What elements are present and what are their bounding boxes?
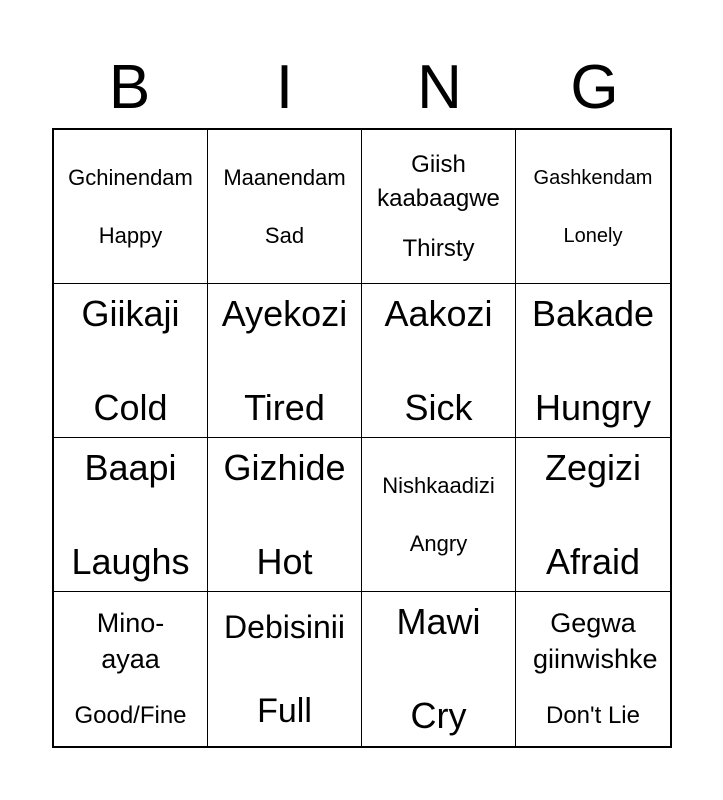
cell-native-word: Gegwa giinwishke: [533, 608, 658, 674]
cell-native-word: Maanendam: [223, 164, 346, 190]
cell-native-word: Bakade: [531, 292, 655, 334]
cell-native-word: Aakozi: [384, 292, 493, 334]
bingo-cell[interactable]: [362, 284, 516, 438]
cell-english-word: Afraid: [545, 540, 641, 582]
header-letter-b: B: [108, 53, 151, 122]
header-letter-g: G: [570, 53, 619, 122]
cell-english-word: Sad: [264, 222, 305, 248]
cell-english-word: Hungry: [534, 386, 652, 428]
cell-english-word: Laughs: [71, 540, 190, 582]
cell-native-word: Baapi: [84, 446, 177, 488]
bingo-cell[interactable]: [362, 130, 516, 284]
cell-native-word: Nishkaadizi: [382, 472, 495, 498]
cell-native-word: Ayekozi: [221, 292, 348, 334]
bingo-cell[interactable]: [516, 130, 670, 284]
bingo-cell[interactable]: [208, 438, 362, 592]
cell-native-word: Gashkendam: [533, 166, 653, 189]
bingo-cell[interactable]: [54, 438, 208, 592]
cell-english-word: Sick: [404, 386, 473, 428]
bingo-card-grid: [52, 128, 672, 748]
bingo-cell[interactable]: [516, 592, 670, 746]
bingo-cell[interactable]: [362, 438, 516, 592]
cell-english-word: Good/Fine: [74, 702, 187, 729]
bingo-cell[interactable]: [516, 284, 670, 438]
bingo-cell[interactable]: [208, 130, 362, 284]
cell-english-word: Angry: [409, 530, 468, 556]
cell-english-word: Don't Lie: [546, 702, 640, 729]
cell-english-word: Tired: [244, 386, 325, 428]
cell-english-word: Hot: [256, 540, 313, 582]
cell-english-word: Cold: [93, 386, 168, 428]
cell-native-word: Gchinendam: [68, 164, 193, 190]
bingo-cell[interactable]: [208, 284, 362, 438]
cell-english-word: Thirsty: [402, 234, 475, 262]
bingo-cell[interactable]: [54, 130, 208, 284]
cell-english-word: Full: [257, 692, 312, 730]
cell-english-word: Happy: [98, 222, 163, 248]
cell-native-word: Mawi: [396, 601, 481, 642]
cell-native-word: Mino-ayaa: [96, 608, 165, 674]
bingo-header: [52, 52, 672, 124]
header-letter-n: N: [417, 53, 462, 122]
cell-native-word: Debisinii: [224, 609, 345, 645]
cell-english-word: Lonely: [563, 224, 623, 247]
bingo-cell[interactable]: [54, 284, 208, 438]
bingo-cell[interactable]: [208, 592, 362, 746]
cell-english-word: Cry: [410, 695, 467, 736]
cell-native-word: Giikaji: [81, 292, 180, 334]
bingo-cell[interactable]: [362, 592, 516, 746]
cell-native-word: Gizhide: [223, 446, 346, 488]
cell-native-word: Giish kaabaagwe: [377, 150, 500, 212]
bingo-cell[interactable]: [54, 592, 208, 746]
cell-native-word: Zegizi: [544, 446, 642, 488]
bingo-cell[interactable]: [516, 438, 670, 592]
header-letter-i: I: [275, 53, 294, 122]
